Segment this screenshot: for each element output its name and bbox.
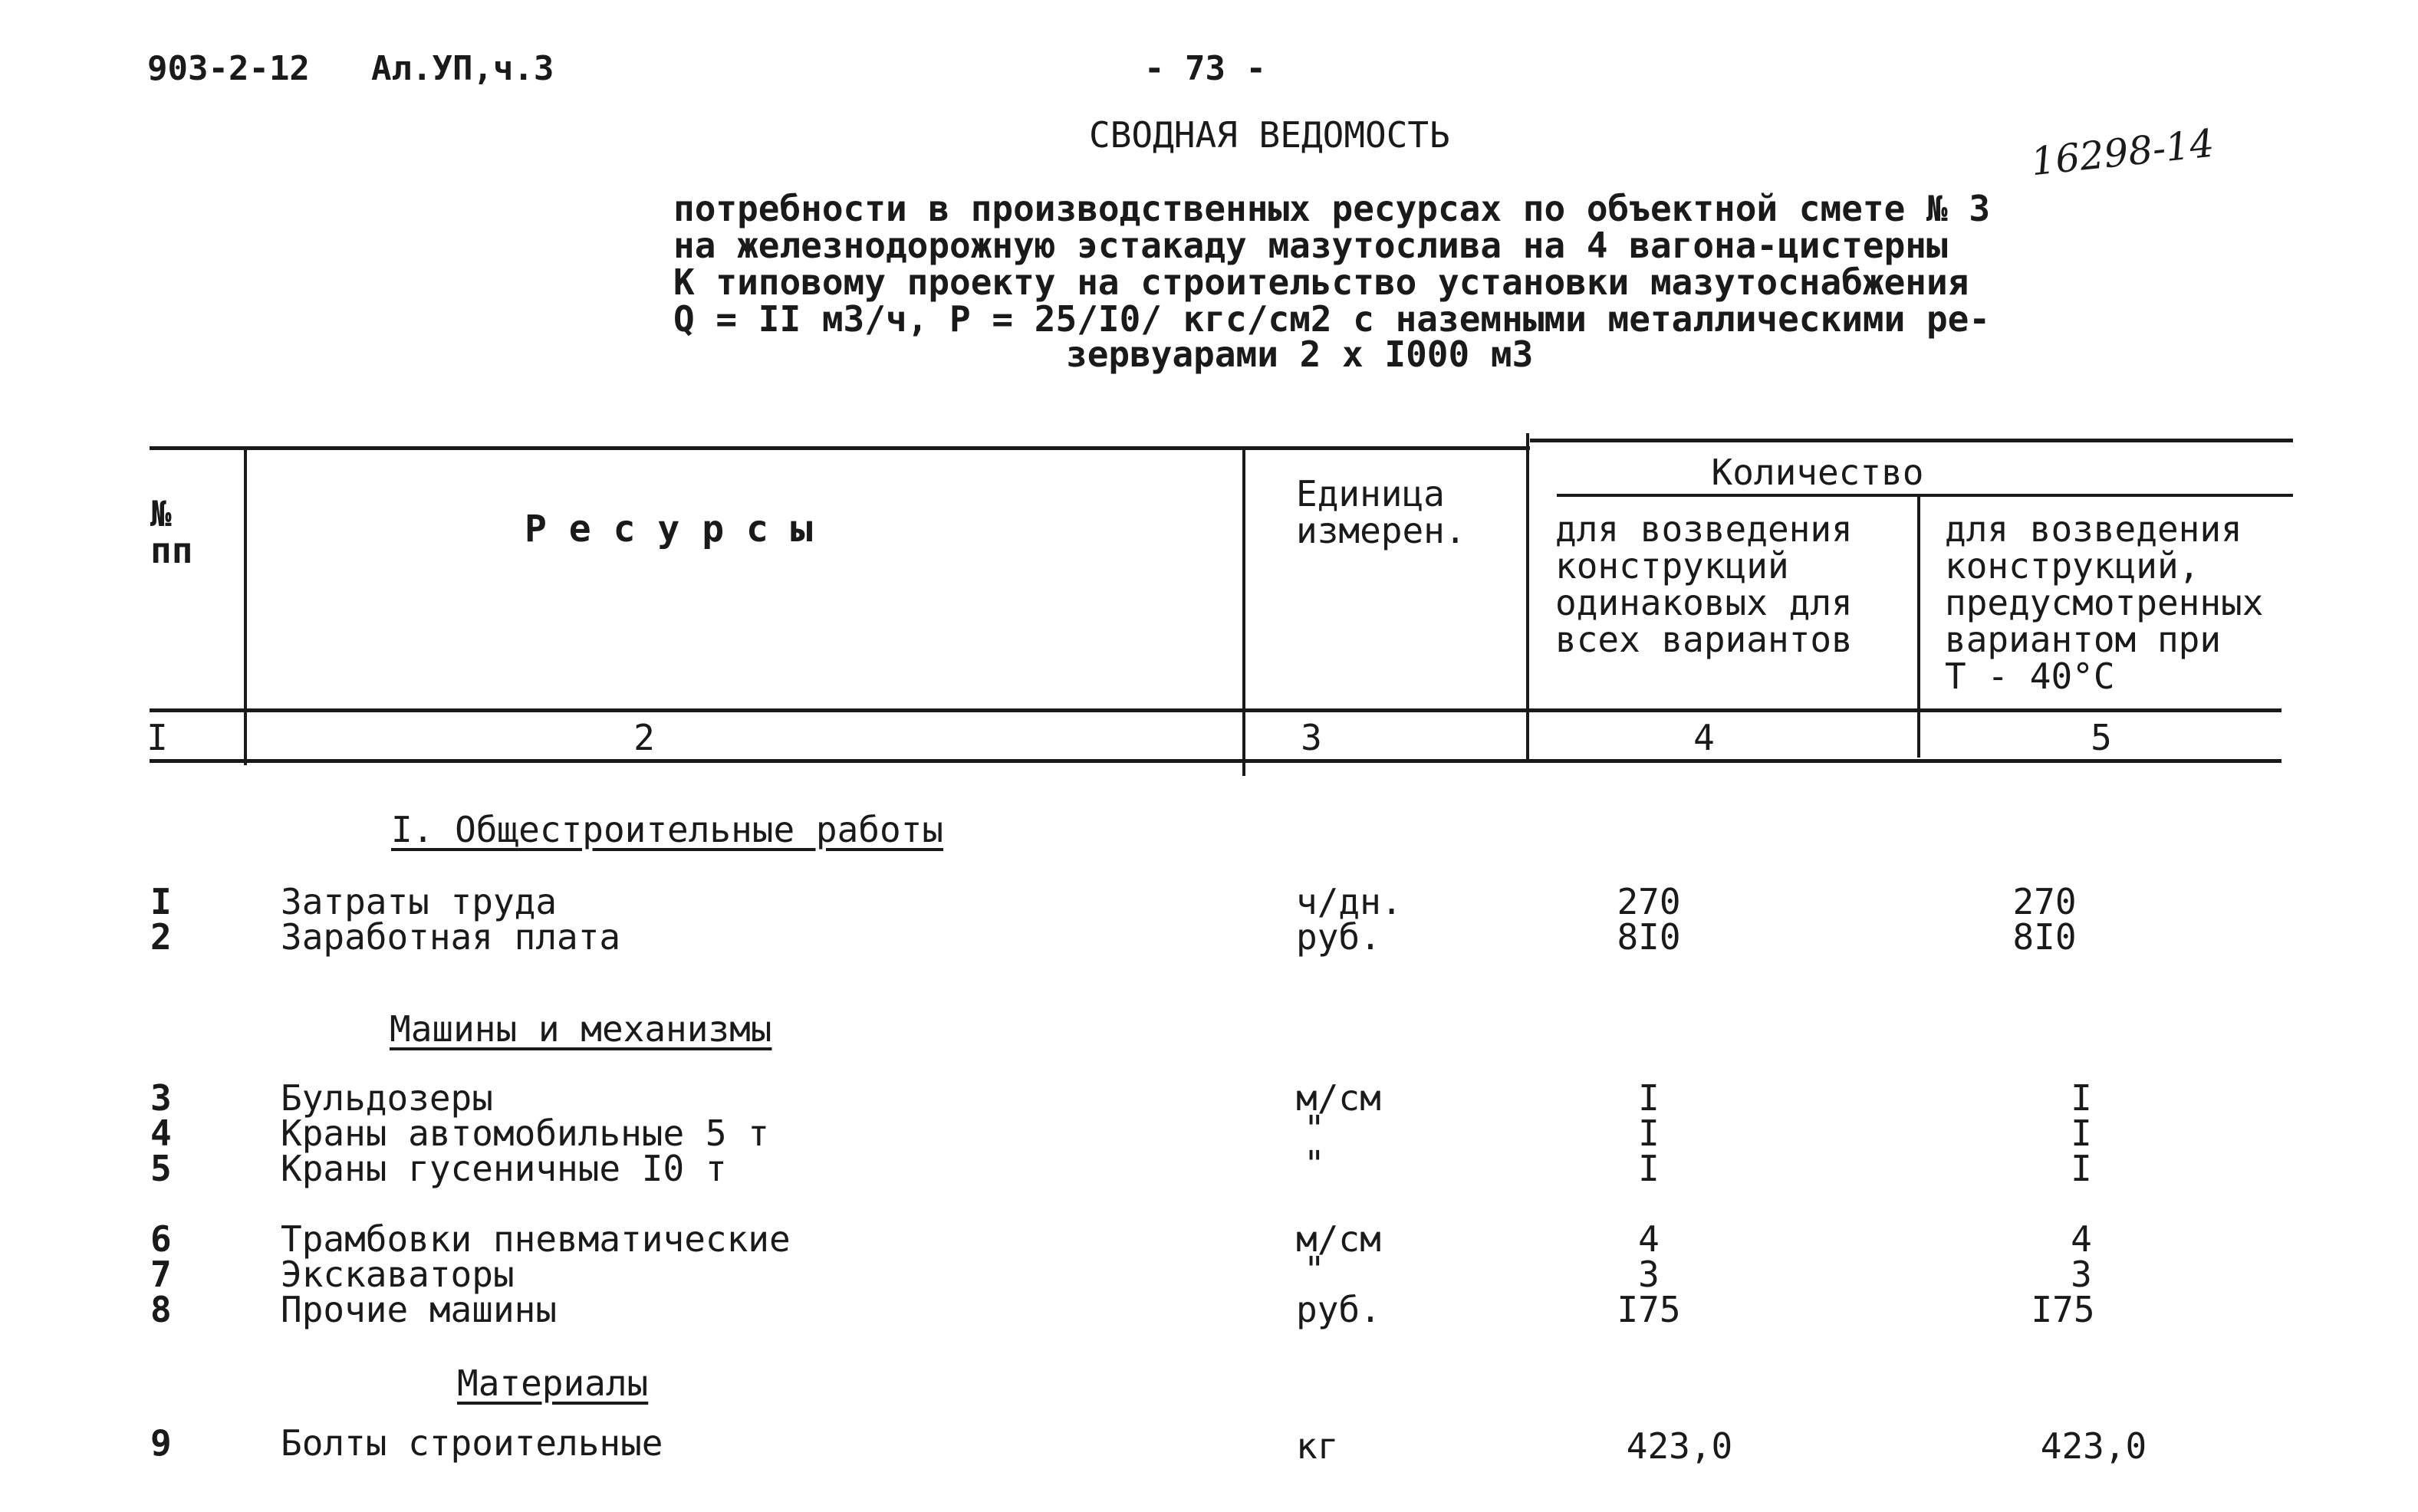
row-6-qty-variant: 4 xyxy=(2071,1218,2092,1260)
row-3-name: Бульдозеры xyxy=(281,1077,493,1119)
row-2-name: Заработная плата xyxy=(281,916,621,958)
number-row-rule xyxy=(150,759,2281,763)
row-2-number: 2 xyxy=(150,916,172,958)
subtitle-line-1: потребности в производственных ресурсах по объектной смете № 3 xyxy=(673,188,1991,229)
archive-number: 16298-14 xyxy=(2028,120,2216,185)
col-divider-2 xyxy=(1242,446,1245,776)
row-5-qty-common: I xyxy=(1638,1148,1660,1189)
col-header-variant: для возведения конструкций, предусмотренных вариантом при Т - 40°С xyxy=(1945,508,2264,697)
album-ref: Ал.УП,ч.3 xyxy=(371,49,554,88)
row-4-number: 4 xyxy=(150,1113,172,1154)
col-number-5: 5 xyxy=(2091,717,2112,758)
row-1-name: Затраты труда xyxy=(281,881,558,922)
col-header-common: для возведения конструкций одинаковых для всех вариантов xyxy=(1555,508,1853,660)
row-6-number: 6 xyxy=(150,1218,172,1260)
row-5-unit: " xyxy=(1304,1143,1325,1185)
row-6-unit: м/см xyxy=(1296,1218,1381,1260)
row-3-qty-common: I xyxy=(1638,1077,1660,1119)
row-9-qty-variant: 423,0 xyxy=(2040,1425,2147,1467)
row-5-name: Краны гусеничные I0 т xyxy=(281,1148,727,1189)
page-number: - 73 - xyxy=(1144,49,1266,88)
row-5-number: 5 xyxy=(150,1148,172,1189)
row-4-unit: " xyxy=(1304,1108,1325,1149)
row-2-qty-common: 8I0 xyxy=(1617,916,1681,958)
row-8-number: 8 xyxy=(150,1289,172,1330)
col-number-4: 4 xyxy=(1693,717,1715,758)
col-number-1: I xyxy=(146,717,168,758)
header-bottom-rule xyxy=(150,708,2281,712)
subtitle-line-5: зервуарами 2 х I000 м3 xyxy=(1066,334,1534,375)
document-title: СВОДНАЯ ВЕДОМОСТЬ xyxy=(1089,114,1450,156)
col-header-quantity: Количество xyxy=(1711,452,1924,493)
doc-code: 903-2-12 xyxy=(147,49,310,88)
row-8-name: Прочие машины xyxy=(281,1289,558,1330)
row-9-qty-common: 423,0 xyxy=(1626,1425,1733,1467)
col-divider-1 xyxy=(244,446,247,765)
row-8-qty-variant: I75 xyxy=(2031,1289,2095,1330)
row-6-name: Трамбовки пневматические xyxy=(281,1218,791,1260)
col-number-2: 2 xyxy=(633,717,655,758)
row-3-qty-variant: I xyxy=(2071,1077,2092,1119)
section-heading-machines: Машины и механизмы xyxy=(390,1008,772,1050)
table-top-rule-right xyxy=(1530,439,2293,442)
row-7-qty-common: 3 xyxy=(1638,1254,1660,1295)
row-7-qty-variant: 3 xyxy=(2071,1254,2092,1295)
col-header-resources: Р е с у р с ы xyxy=(525,508,813,551)
row-4-qty-variant: I xyxy=(2071,1113,2092,1154)
row-3-unit: м/см xyxy=(1296,1077,1381,1119)
row-1-unit: ч/дн. xyxy=(1296,881,1403,922)
row-7-number: 7 xyxy=(150,1254,172,1295)
row-2-unit: руб. xyxy=(1296,916,1381,958)
row-5-qty-variant: I xyxy=(2071,1148,2092,1189)
row-4-name: Краны автомобильные 5 т xyxy=(281,1113,769,1154)
row-9-unit: кг xyxy=(1296,1425,1339,1467)
col-header-number: № пп xyxy=(150,493,193,571)
quantity-rule xyxy=(1557,494,2293,497)
row-1-number: I xyxy=(150,881,172,922)
row-4-qty-common: I xyxy=(1638,1113,1660,1154)
col-header-unit: Единица измерен. xyxy=(1296,473,1466,551)
row-9-number: 9 xyxy=(150,1422,172,1464)
row-2-qty-variant: 8I0 xyxy=(2012,916,2077,958)
row-3-number: 3 xyxy=(150,1077,172,1119)
subtitle-line-4: Q = II м3/ч, Р = 25/I0/ кгс/см2 с наземными металлическими ре- xyxy=(673,298,1991,340)
row-7-unit: " xyxy=(1304,1249,1325,1290)
row-9-name: Болты строительные xyxy=(281,1422,663,1464)
row-6-qty-common: 4 xyxy=(1638,1218,1660,1260)
subtitle-line-3: К типовому проекту на строительство установки мазутоснабжения xyxy=(673,261,1969,303)
table-top-rule-left xyxy=(150,446,1530,450)
section-heading-materials: Материалы xyxy=(457,1362,649,1404)
col-number-3: 3 xyxy=(1301,717,1322,758)
col-divider-3 xyxy=(1526,433,1529,763)
row-1-qty-common: 270 xyxy=(1617,881,1681,922)
subtitle-line-2: на железнодорожную эстакаду мазутослива на 4 вагона-цистерны xyxy=(673,225,1948,266)
row-8-qty-common: I75 xyxy=(1617,1289,1681,1330)
row-8-unit: руб. xyxy=(1296,1289,1381,1330)
col-divider-4 xyxy=(1917,497,1920,758)
section-heading-general xyxy=(391,811,943,848)
section-heading-general-text: I. Общестроительные работы xyxy=(391,809,944,850)
row-1-qty-variant: 270 xyxy=(2012,881,2077,922)
row-7-name: Экскаваторы xyxy=(281,1254,515,1295)
